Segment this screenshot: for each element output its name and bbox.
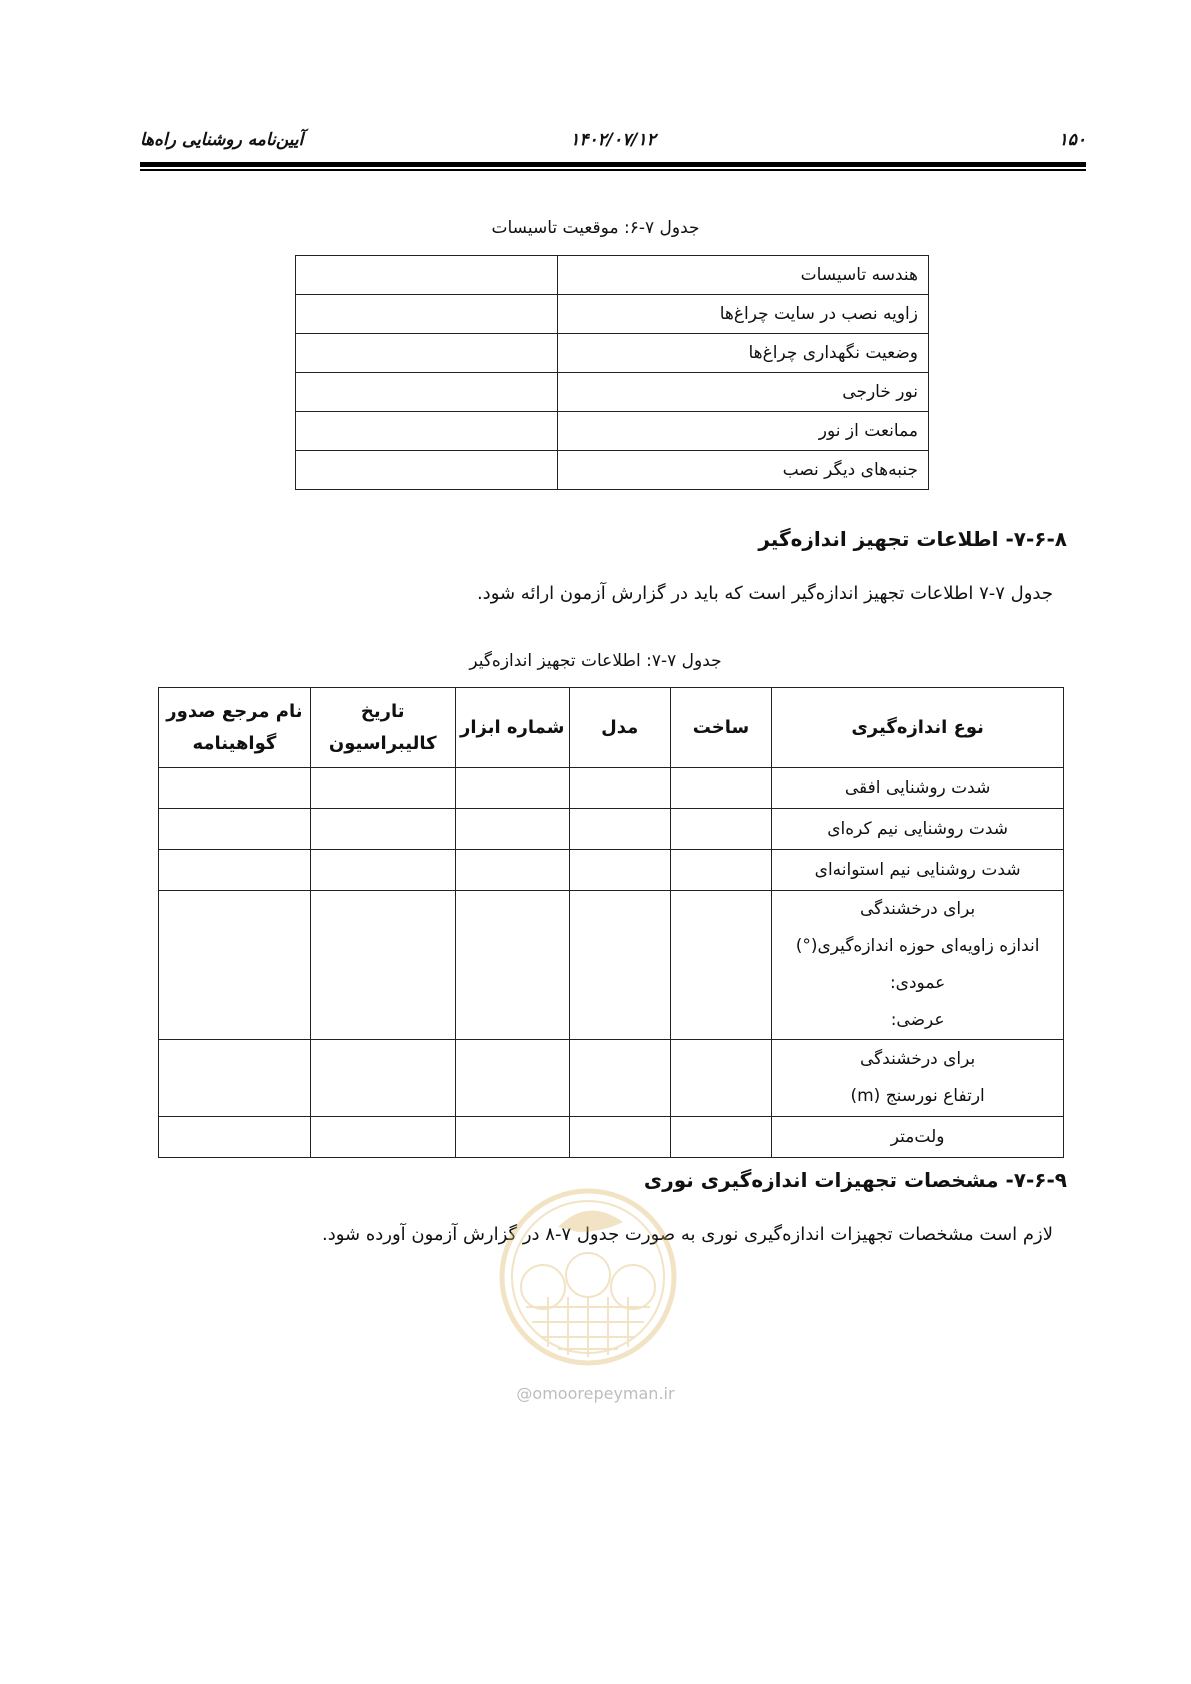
header-certificate-authority-line1: نام مرجع صدور — [166, 700, 303, 722]
luminance-label: برای درخشندگی — [859, 899, 976, 919]
row-value — [296, 373, 558, 412]
measurement-type-cell — [772, 1040, 1064, 1117]
header-rule-thin — [140, 169, 1086, 171]
table-row — [296, 412, 929, 451]
header-model: مدل — [569, 688, 670, 768]
section-8-heading: ۷-۶-۸- اطلاعات تجهیز اندازه‌گیر — [758, 527, 1067, 551]
section-9-paragraph: لازم است مشخصات تجهیزات اندازه‌گیری نوری به صورت جدول ۷-۸ در گزارش آزمون آورده شود. — [321, 1224, 1053, 1245]
row-value — [296, 334, 558, 373]
angular-field-label: اندازه زاویه‌ای حوزه اندازه‌گیری(°) — [795, 936, 1040, 956]
meter-height-label: ارتفاع نورسنج (m) — [850, 1086, 985, 1106]
watermark-logo-icon — [498, 1187, 678, 1367]
table-row — [159, 809, 1064, 850]
row-label: زاویه نصب در سایت چراغ‌ها — [558, 295, 929, 334]
measurement-type-cell — [772, 891, 1064, 1040]
page-number: ۱۵۰ — [1058, 130, 1086, 150]
header-measurement-type: نوع اندازه‌گیری — [772, 688, 1064, 768]
measurement-equipment-table — [158, 687, 1064, 1158]
table6-caption: جدول ۷-۶: موقعیت تاسیسات — [491, 218, 700, 238]
measurement-type-cell: ولت‌متر — [772, 1117, 1064, 1158]
row-value — [296, 451, 558, 490]
section-8-paragraph: جدول ۷-۷ اطلاعات تجهیز اندازه‌گیر است که باید در گزارش آزمون ارائه شود. — [476, 583, 1053, 604]
row-label: نور خارجی — [558, 373, 929, 412]
section-9-heading: ۷-۶-۹- مشخصات تجهیزات اندازه‌گیری نوری — [643, 1168, 1067, 1192]
table-row — [296, 334, 929, 373]
document-title: آیین‌نامه روشنایی راه‌ها — [140, 130, 304, 150]
horizontal-label: عرضی: — [890, 1010, 945, 1030]
table-row — [159, 850, 1064, 891]
table-row — [296, 256, 929, 295]
row-value — [296, 295, 558, 334]
header-calibration-date-line1: تاریخ — [360, 700, 405, 722]
header-certificate-authority-line2: گواهینامه — [192, 732, 277, 754]
luminance-label: برای درخشندگی — [859, 1049, 976, 1069]
header-calibration-date — [310, 688, 455, 768]
row-value — [296, 412, 558, 451]
row-value — [296, 256, 558, 295]
header-tool-number: شماره ابزار — [455, 688, 569, 768]
vertical-label: عمودی: — [889, 973, 946, 993]
table-header-row — [159, 688, 1064, 768]
measurement-type-cell: شدت روشنایی نیم کره‌ای — [772, 809, 1064, 850]
header-make: ساخت — [670, 688, 772, 768]
row-label: ممانعت از نور — [558, 412, 929, 451]
measurement-type-cell: شدت روشنایی افقی — [772, 768, 1064, 809]
header-certificate-authority — [159, 688, 311, 768]
header-calibration-date-line2: کالیبراسیون — [328, 732, 437, 754]
row-label: هندسه تاسیسات — [558, 256, 929, 295]
page-header — [140, 130, 1086, 160]
table-row — [296, 451, 929, 490]
header-date: ۱۴۰۲/۰۷/۱۲ — [570, 130, 656, 150]
table-row — [296, 373, 929, 412]
table-row — [159, 768, 1064, 809]
table7-caption: جدول ۷-۷: اطلاعات تجهیز اندازه‌گیر — [469, 651, 722, 671]
installation-position-table — [295, 255, 929, 490]
table-row — [159, 1040, 1064, 1117]
measurement-type-cell: شدت روشنایی نیم استوانه‌ای — [772, 850, 1064, 891]
watermark-url: @omoorepeyman.ir — [516, 1384, 675, 1403]
table-row — [296, 295, 929, 334]
row-label: وضعیت نگهداری چراغ‌ها — [558, 334, 929, 373]
table-row — [159, 891, 1064, 1040]
table-row — [159, 1117, 1064, 1158]
row-label: جنبه‌های دیگر نصب — [558, 451, 929, 490]
header-rule-thick — [140, 162, 1086, 167]
